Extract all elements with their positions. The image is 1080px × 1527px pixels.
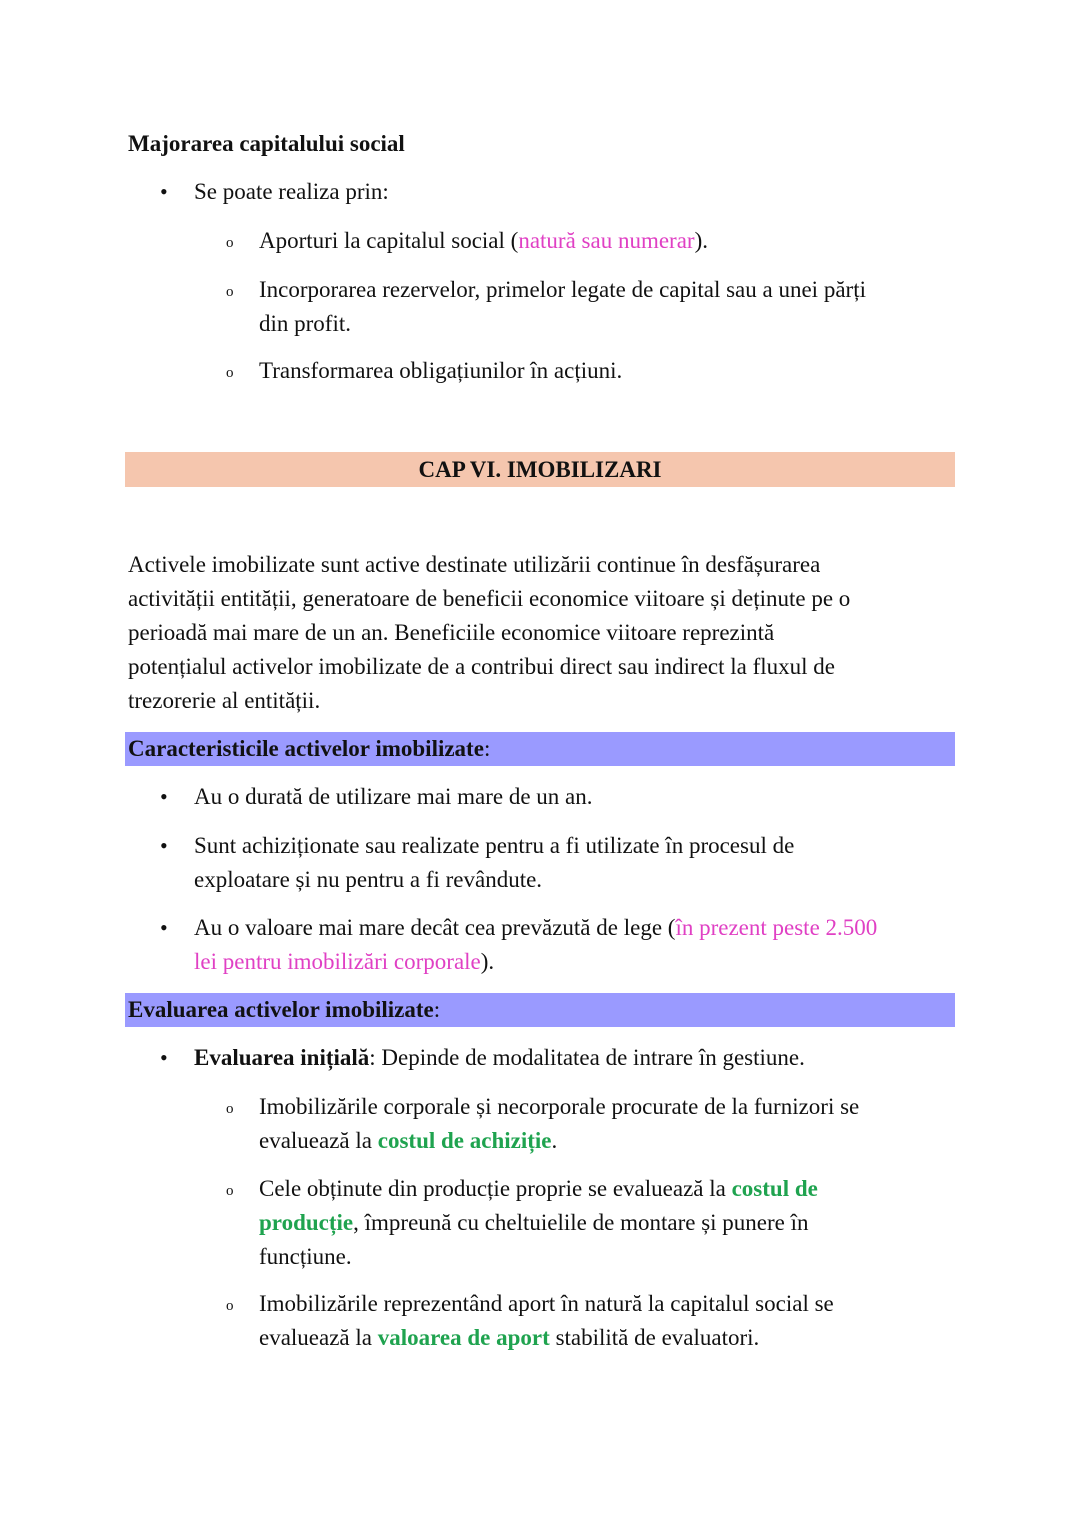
highlight-text: costul de: [731, 1176, 818, 1201]
highlight-text: în prezent peste 2.500: [675, 915, 878, 940]
term-label: Evaluarea inițială: [194, 1045, 370, 1070]
paragraph-line: perioadă mai mare de un an. Beneficiile economice viitoare reprezintă: [128, 620, 775, 645]
list-item-line: [259, 1321, 759, 1355]
highlight-text: natură sau numerar: [518, 228, 695, 253]
circle-bullet-icon: o: [226, 235, 234, 251]
list-item-line: [259, 1124, 557, 1158]
text: stabilită de evaluatori.: [549, 1325, 760, 1350]
text: evaluează la: [259, 1325, 378, 1350]
text: Cele obținute din producție proprie se evaluează la: [259, 1176, 732, 1201]
circle-bullet-icon: o: [226, 1183, 234, 1199]
list-item-line: exploatare și nu pentru a fi revândute.: [194, 867, 543, 892]
list-item-line: [259, 1206, 809, 1240]
bullet-icon: •: [160, 1045, 168, 1070]
circle-bullet-icon: o: [226, 1101, 234, 1117]
text: , împreună cu cheltuielile de montare și punere în: [353, 1210, 809, 1235]
list-item-line: [194, 911, 877, 945]
list-item-line: Imobilizările reprezentând aport în natură la capitalul social se: [259, 1291, 834, 1316]
list-item-line: [194, 945, 494, 979]
text: Aporturi la capitalul social (: [259, 228, 519, 253]
paragraph-line: Activele imobilizate sunt active destinate utilizării continue în desfășurarea: [128, 552, 821, 577]
chapter-title: CAP VI. IMOBILIZARI: [418, 457, 662, 482]
section-title-capital: Majorarea capitalului social: [128, 131, 405, 156]
bullet-icon: •: [160, 784, 168, 809]
list-item: [259, 224, 708, 258]
text: evaluează la: [259, 1128, 378, 1153]
list-item-line: Imobilizările corporale și necorporale procurate de la furnizori se: [259, 1094, 860, 1119]
bullet-icon: •: [160, 179, 168, 204]
text: : Depinde de modalitatea de intrare în gestiune.: [369, 1045, 805, 1070]
chapter-banner: [125, 452, 955, 487]
list-item: Au o durată de utilizare mai mare de un an.: [194, 784, 593, 809]
list-item: Transformarea obligațiunilor în acțiuni.: [259, 358, 623, 383]
text: ).: [480, 949, 495, 974]
text: Au o valoare mai mare decât cea prevăzută de lege (: [194, 915, 676, 940]
list-item-line: funcțiune.: [259, 1244, 352, 1269]
heading-text: Caracteristicile activelor imobilizate: [128, 736, 484, 761]
bullet-icon: •: [160, 915, 168, 940]
section-heading-characteristics: [128, 732, 490, 766]
heading-text: Evaluarea activelor imobilizate: [128, 997, 434, 1022]
text: .: [551, 1128, 558, 1153]
circle-bullet-icon: o: [226, 365, 234, 381]
paragraph-line: activității entității, generatoare de beneficii economice viitoare și deținute pe o: [128, 586, 851, 611]
highlight-text: valoarea de aport: [377, 1325, 550, 1350]
list-item: Se poate realiza prin:: [194, 179, 389, 204]
highlight-text: producție: [259, 1210, 354, 1235]
list-item-line: [259, 1172, 818, 1206]
heading-colon: :: [483, 736, 491, 761]
highlight-text: lei pentru imobilizări corporale: [194, 949, 481, 974]
list-item-line: din profit.: [259, 311, 351, 336]
bullet-icon: •: [160, 833, 168, 858]
list-item: [194, 1041, 805, 1075]
circle-bullet-icon: o: [226, 1298, 234, 1314]
list-item-line: Incorporarea rezervelor, primelor legate de capital sau a unei părți: [259, 277, 866, 302]
heading-colon: :: [433, 997, 441, 1022]
list-item-line: Sunt achiziționate sau realizate pentru a fi utilizate în procesul de: [194, 833, 795, 858]
section-heading-evaluation: [128, 993, 440, 1027]
text: ).: [694, 228, 708, 253]
highlight-text: costul de achiziție: [377, 1128, 552, 1153]
paragraph-line: potențialul activelor imobilizate de a contribui direct sau indirect la fluxul de: [128, 654, 836, 679]
circle-bullet-icon: o: [226, 284, 234, 300]
paragraph-line: trezorerie al entității.: [128, 688, 321, 713]
